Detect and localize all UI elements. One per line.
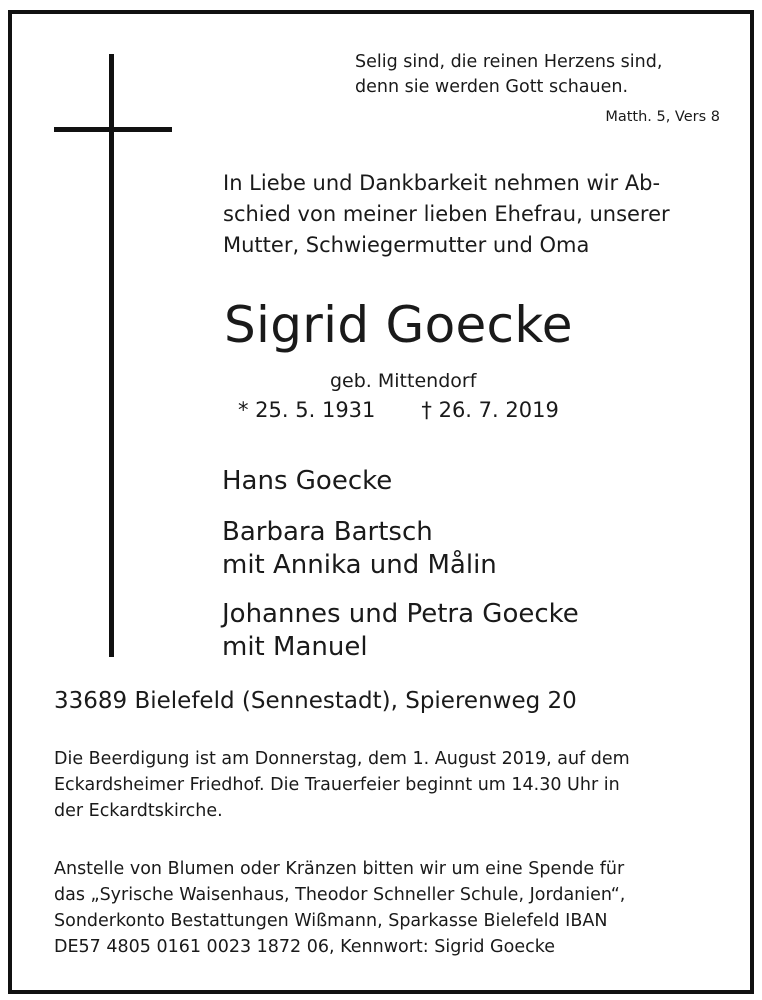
family-line: mit Annika und Målin bbox=[222, 550, 497, 580]
family-line: mit Manuel bbox=[222, 632, 368, 662]
verse-line: denn sie werden Gott schauen. bbox=[355, 77, 629, 97]
family-line: Barbara Bartsch bbox=[222, 517, 433, 547]
cross-vertical-bar bbox=[109, 54, 114, 657]
family-group bbox=[222, 598, 579, 664]
obituary-border bbox=[8, 10, 754, 994]
donation-line: Sonderkonto Bestattungen Wißmann, Sparkasse Bielefeld IBAN bbox=[54, 911, 608, 931]
donation-line: das „Syrische Waisenhaus, Theodor Schneller Schule, Jordanien“, bbox=[54, 885, 626, 905]
family-group bbox=[222, 465, 392, 498]
donation-line: Anstelle von Blumen oder Kränzen bitten wir um eine Spende für bbox=[54, 859, 625, 879]
address: 33689 Bielefeld (Sennestadt), Spierenweg 20 bbox=[54, 688, 577, 714]
verse-reference: Matth. 5, Vers 8 bbox=[605, 109, 720, 125]
bible-verse bbox=[355, 50, 662, 100]
intro-line: In Liebe und Dankbarkeit nehmen wir Ab- bbox=[223, 171, 661, 195]
donation-info bbox=[54, 856, 625, 960]
funeral-line: Eckardsheimer Friedhof. Die Trauerfeier beginnt um 14.30 Uhr in bbox=[54, 775, 620, 795]
verse-line: Selig sind, die reinen Herzens sind, bbox=[355, 52, 663, 72]
funeral-info bbox=[54, 746, 630, 824]
death-date: † 26. 7. 2019 bbox=[421, 398, 559, 422]
family-line: Johannes und Petra Goecke bbox=[222, 599, 579, 629]
funeral-line: Die Beerdigung ist am Donnerstag, dem 1. August 2019, auf dem bbox=[54, 749, 630, 769]
donation-line: DE57 4805 0161 0023 1872 06, Kennwort: Sigrid Goecke bbox=[54, 937, 555, 957]
maiden-name: geb. Mittendorf bbox=[330, 370, 477, 392]
funeral-line: der Eckardtskirche. bbox=[54, 801, 223, 821]
family-line: Hans Goecke bbox=[222, 466, 393, 496]
intro-line: schied von meiner lieben Ehefrau, unserer bbox=[223, 202, 670, 226]
intro-line: Mutter, Schwiegermutter und Oma bbox=[223, 233, 590, 257]
cross-horizontal-bar bbox=[54, 127, 172, 132]
life-dates bbox=[238, 398, 559, 422]
birth-date: * 25. 5. 1931 bbox=[238, 398, 376, 422]
deceased-name: Sigrid Goecke bbox=[224, 296, 573, 354]
intro-text bbox=[223, 168, 670, 261]
family-group bbox=[222, 516, 497, 582]
